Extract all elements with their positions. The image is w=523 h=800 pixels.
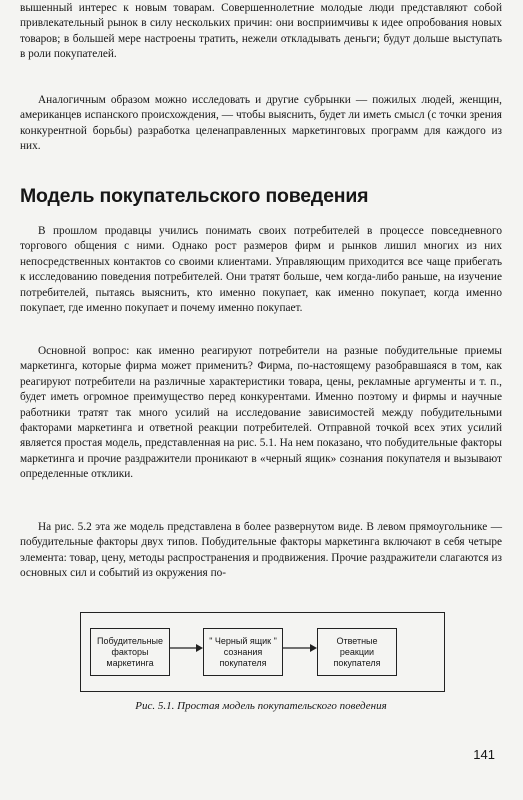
arrow-right-icon	[170, 643, 203, 653]
figure-caption: Рис. 5.1. Простая модель покупательского поведения	[135, 700, 387, 712]
section-paragraph-2: Основной вопрос: как именно реагируют потребители на разные побудительные приемы маркетинга, которые фирма может применить? Фирма, по-настоящему разобравшаяся в том, как реагируют потребители на различные характеристики товара, цены, рекламные аргументы и т. п., будет иметь огромное преимущество перед конкурентами. Именно поэтому и фирмы и научные работники тратят так много усилий на исследование зависимостей между побудительными факторами маркетинга и ответной реакции потребителей. Отправной точкой всех этих усилий является простая модель, представленная на рис. 5.1. На нем показано, что побудительные факторы маркетинга и прочие раздражители проникают в «черный ящик» сознания покупателя и вызывают определенные отклики.	[20, 345, 502, 481]
section-paragraph-3: На рис. 5.2 эта же модель представлена в более развернутом виде. В левом прямоугольнике — побудительные факторы двух типов. Побудительные факторы маркетинга включают в себя четыре элемента: товар, цену, методы распространения и продвижения. Прочие раздражители слагаются из основных сил и событий из окружения по-	[20, 521, 502, 580]
page-number: 141	[473, 747, 495, 762]
section-paragraph-1: В прошлом продавцы учились понимать своих потребителей в процессе повседневного торгового общения с ними. Однако рост размеров фирм и рынков лишил многих из них непосредственных контактов со своими клиентами. Управляющим приходится все чаще прибегать к исследованию поведения потребителей. Они тратят больше, чем когда-либо раньше, на изучение потребителей, пытаясь выяснить, кто именно покупает, как именно покупает, когда именно покупает, где именно покупает и почему именно покупает.	[20, 225, 502, 315]
intro-paragraph-2: Аналогичным образом можно исследовать и другие субрынки — пожилых людей, женщин, американцев испанского происхождения, — чтобы выяснить, будет ли иметь смысл (с точки зрения конкурентной борьбы) разработка целенаправленных маркетинговых программ для каждого из них.	[20, 94, 502, 153]
section-heading: Модель покупательского поведения	[20, 185, 369, 207]
figure-5-1	[80, 612, 445, 692]
intro-paragraph-1: вышенный интерес к новым товарам. Совершеннолетние молодые люди представляют собой привлекательный рынок в силу нескольких причин: они восприимчивы к идее опробования новых товаров; в большей мере настроены тратить, нежели откладывать деньги; будут дольше выступать в роли покупателей.	[20, 2, 502, 61]
stimuli-box: Побудительные факторы маркетинга	[90, 628, 170, 676]
black-box: " Черный ящик " сознания покупателя	[203, 628, 283, 676]
response-box: Ответные реакции покупателя	[317, 628, 397, 676]
arrow-right-icon	[283, 643, 317, 653]
